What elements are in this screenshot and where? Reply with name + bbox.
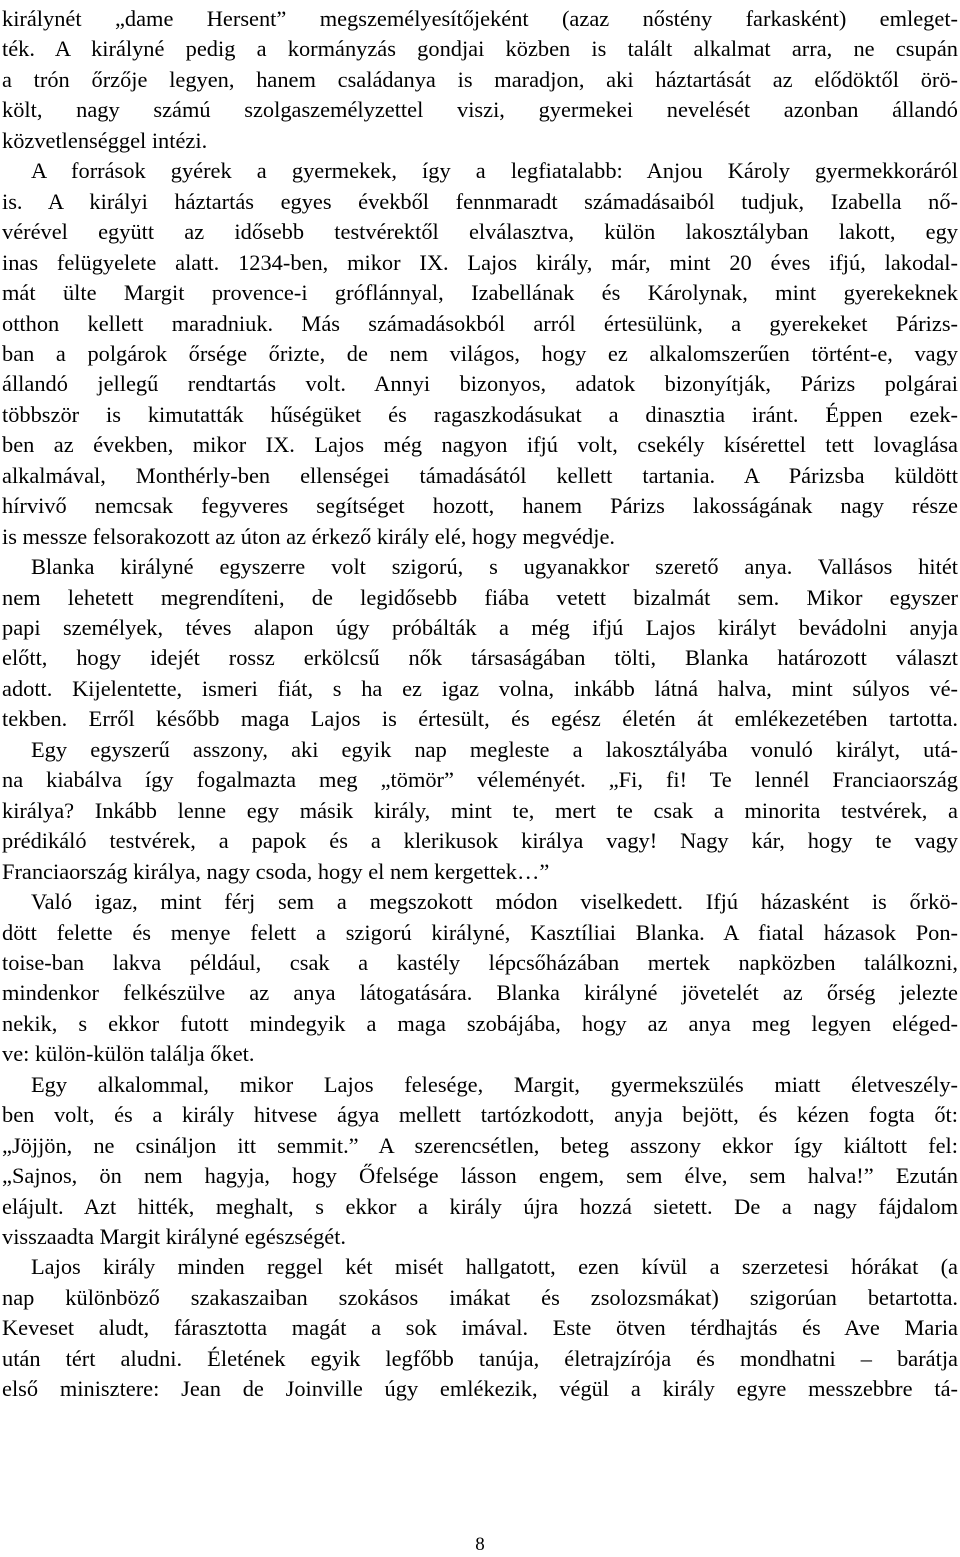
text-line: többször is kimutatták hűségüket és ragaszkodásukat a dinasztia iránt. Éppen ezek- [2,401,958,427]
text-line: Egy egyszerű asszony, aki egyik nap megleste a lakosztályába vonuló királyt, utá- [31,736,958,762]
text-line: visszaadta Margit királyné egészségét. [2,1224,347,1249]
text-line: Egy alkalommal, mikor Lajos felesége, Margit, gyermekszülés miatt életveszély- [31,1071,958,1097]
text-line: prédikáló testvérek, a papok és a klerikusok királya vagy! Nagy kár, hogy te vagy [2,828,958,854]
text-line: toise-ban lakva például, csak a kastély lépcsőházában mertek napközben találkozni, [2,949,958,975]
text-line: első minisztere: Jean de Joinville úgy emlékezik, végül a király egyre messzebbre tá- [2,1376,958,1402]
text-line: Franciaország királya, nagy csoda, hogy el nem kergettek…” [2,858,550,884]
text-line: tekben. Erről később maga Lajos is értesült, és egész életén át emlékezetében tartotta. [2,706,958,732]
text-line: után tért aludni. Életének egyik legfőbb tanúja, életrajzírója és mondhatni – barátja [2,1345,958,1371]
text-line: ve: külön-külön találja őket. [2,1041,255,1067]
text-line: előtt, hogy idejét rossz erkölcsű nők társaságában tölti, Blanka határozott választ [2,645,958,671]
text-line: hírvivő nemcsak fegyveres segítséget hozott, hanem Párizs lakosságának nagy része [2,493,958,519]
text-line: „Jöjjön, ne csináljon itt semmit.” A szerencsétlen, beteg asszony ekkor így kiáltott fel: [2,1132,958,1158]
text-line: közvetlenséggel intézi. [2,127,208,153]
text-line: királya? Inkább lenne egy másik király, mint te, mert te csak a minorita testvérek, a [2,797,958,823]
text-line: Blanka királyné egyszerre volt szigorú, s ugyanakkor szerető anya. Vallásos hitét [31,554,958,580]
text-line: inas felügyelete alatt. 1234-ben, mikor IX. Lajos király, már, mint 20 éves ifjú, lakodal- [2,249,958,275]
text-line: papi személyek, téves alapon úgy próbálták a még ifjú Lajos királyt bevádolni anyja [2,615,958,640]
text-line: mindenkor felkészülve az anya látogatására. Blanka királyné jövetelét az őrség jelezte [2,980,958,1006]
text-line: otthon kellett maradniuk. Más számadásokból arról értesülünk, a gyerekeket Párizs- [2,310,958,336]
text-line: elájult. Azt hitték, meghalt, s ekkor a király újra hozzá sietett. De a nagy fájdalom [2,1193,958,1219]
text-line: A források gyérek a gyermekek, így a legfiatalabb: Anjou Károly gyermekkoráról [31,158,958,184]
text-line: költ, nagy számú szolgaszemélyzettel viszi, gyermekei nevelését azonban állandó [2,97,958,123]
text-line: adott. Kijelentette, ismeri fiát, s ha ez igaz volna, inkább látná halva, mint súlyos vé- [2,675,958,701]
text-line: alkalmával, Monthérly-ben ellenségei támadásától kellett tartania. A Párizsba küldött [2,462,958,488]
text-line: állandó jellegű rendtartás volt. Annyi bizonyos, adatok bizonyítják, Párizs polgárai [2,371,958,397]
text-line: is. A királyi háztartás egyes évekből fennmaradt számadásaiból tudjuk, Izabella nő- [2,188,958,214]
text-line: királynét „dame Hersent” megszemélyesítőjeként (azaz nőstény farkasként) emleget- [2,6,958,31]
text-line: nem lehetett megrendíteni, de legidősebb fiába vetett bizalmát sem. Mikor egyszer [2,584,958,610]
text-line: is messze felsorakozott az úton az érkező király elé, hogy megvédje. [2,523,616,549]
page-number: 8 [475,1534,485,1555]
text-line: „Sajnos, ön nem hagyja, hogy Őfelsége lásson engem, sem élve, sem halva!” Ezután [2,1163,958,1189]
text-line: Való igaz, mint férj sem a megszokott módon viselkedett. Ifjú házasként is őrkö- [31,889,958,915]
text-line: ték. A királyné pedig a kormányzás gondjai közben is talált alkalmat arra, ne csupán [2,36,958,62]
text-line: ben volt, és a király hitvese ágya mellett tartózkodott, anyja bejött, és kézen fogta őt: [2,1102,958,1128]
text-line: Keveset aludt, fárasztotta magát a sok imával. Este ötven térdhajtás és Ave Maria [2,1315,958,1341]
text-line: nekik, s ekkor futott mindegyik a maga szobájába, hogy az anya meg legyen eléged- [2,1010,958,1036]
text-line: Lajos király minden reggel két misét hallgatott, ezen kívül a szerzetesi hórákat (a [31,1254,958,1280]
text-line: nap különböző szakaszaiban szokásos imákat és zsolozsmákat) szigorúan betartotta. [2,1284,958,1310]
text-line: vérével együtt az idősebb testvérektől elválasztva, külön lakosztályban lakott, egy [2,219,958,245]
text-line: a trón őrzője legyen, hanem családanya is maradjon, aki háztartását az elődöktől örö- [2,66,958,92]
text-line: ban a polgárok őrsége őrizte, de nem világos, hogy ez alkalomszerűen történt-e, vagy [2,340,958,366]
text-line: na kiabálva így fogalmazta meg „tömör” véleményét. „Fi, fi! Te lennél Franciaország [2,767,958,793]
text-line: dött felette és menye felett a szigorú királyné, Kasztíliai Blanka. A fiatal házasok Pon- [2,919,958,945]
text-line: mát ülte Margit provence-i gróflánnyal, Izabellának és Károlynak, mint gyerekeknek [2,280,958,306]
text-line: ben az években, mikor IX. Lajos még nagyon ifjú volt, csekély kísérettel tett lovaglása [2,432,958,458]
